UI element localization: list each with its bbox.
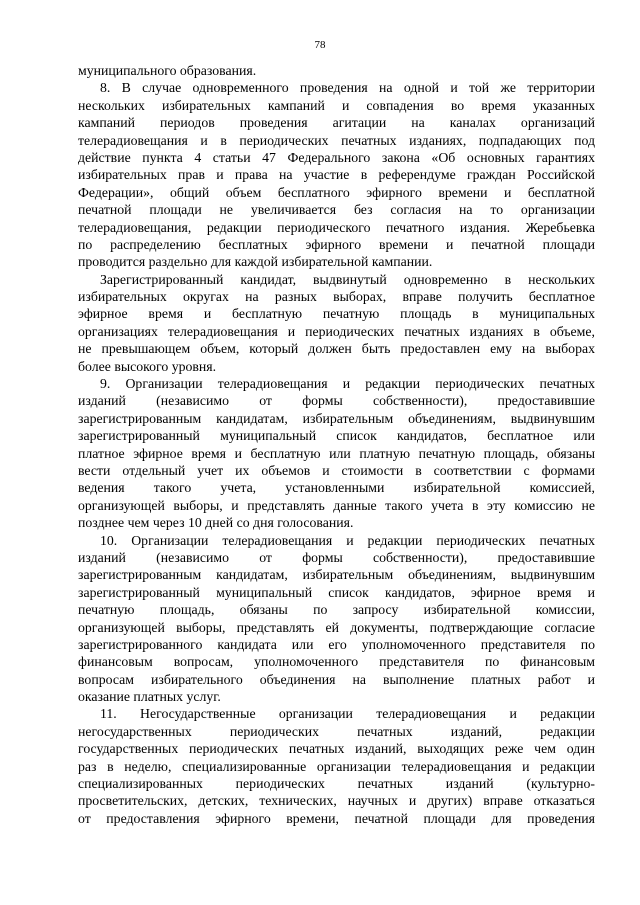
text-line: организациях телерадиовещания и периодических печатных изданиях в объеме, — [78, 323, 595, 339]
text-line: печатную площадь, обязаны по запросу избирательной комиссии, — [78, 602, 595, 618]
text-line: телерадиовещания, редакции периодического печатного издания. Жеребьевка — [78, 219, 595, 235]
text-line: специализированных периодических печатных изданий (культурно- — [78, 776, 595, 792]
text-line: вести отдельный учет их объемов и стоимости в соответствии с формами — [78, 462, 595, 478]
text-line: негосударственных периодических печатных изданий, редакции — [78, 723, 595, 739]
text-line: платное эфирное время и бесплатную или платную печатную площадь, обязаны — [78, 445, 595, 461]
text-line: кампаний периодов проведения агитации на каналах организаций — [78, 115, 595, 131]
text-line: организующей выборы, представлять ей документы, подтверждающие согласие — [78, 619, 595, 635]
text-line: вопросам избирательного объединения на выполнение платных работ и — [78, 671, 595, 687]
text-line: избирательных прав и права на участие в референдуме граждан Российской — [78, 167, 595, 183]
text-line: раз в неделю, специализированные организации телерадиовещания и редакции — [78, 758, 595, 774]
text-line: позднее чем через 10 дней со дня голосования. — [78, 515, 354, 531]
text-line: по распределению бесплатных эфирного времени и печатной площади — [78, 236, 595, 252]
text-line: от предоставления эфирного времени, печатной площади для проведения — [78, 810, 595, 826]
text-line: действие пункта 4 статьи 47 Федерального закона «Об основных гарантиях — [78, 149, 595, 165]
text-line: просветительских, детских, технических, научных и других) вправе отказаться — [78, 793, 595, 809]
text-line: зарегистрированным кандидатам, избирательным объединениям, выдвинувшим — [78, 410, 595, 426]
text-line: 10. Организации телерадиовещания и редакции периодических печатных — [100, 532, 595, 548]
text-line: изданий (независимо от формы собственности), предоставившие — [78, 393, 595, 409]
text-line: печатной площади не увеличивается без согласия на то организации — [78, 202, 595, 218]
text-line: проводится раздельно для каждой избирательной кампании. — [78, 254, 433, 270]
text-line: нескольких избирательных кампаний и совпадения во время указанных — [78, 97, 595, 113]
text-line: муниципального образования. — [78, 63, 257, 78]
document-body — [78, 62, 595, 827]
text-line: оказание платных услуг. — [78, 689, 221, 705]
text-line: организующей выборы, и представлять данные такого учета в эту комиссию не — [78, 497, 595, 513]
text-line: изданий (независимо от формы собственности), предоставившие — [78, 549, 595, 565]
text-line: телерадиовещания и в периодических печатных изданиях, подпадающих под — [78, 132, 595, 148]
text-line: зарегистрированным кандидатам, избирательным объединениям, выдвинувшим — [78, 567, 595, 583]
text-line: 11. Негосударственные организации телерадиовещания и редакции — [100, 706, 595, 722]
text-line: ведения такого учета, установленными избирательной комиссией, — [78, 480, 595, 496]
text-line: зарегистрированного кандидата или его уполномоченного представителя по — [78, 636, 595, 652]
text-line: зарегистрированный муниципальный список кандидатов, бесплатное или — [78, 428, 595, 444]
text-line: Федерации», общий объем бесплатного эфирного времени и бесплатной — [78, 184, 595, 200]
text-line: финансовым вопросам, уполномоченного представителя по финансовым — [78, 654, 595, 670]
text-line: эфирное время и бесплатную печатную площадь в муниципальных — [78, 306, 595, 322]
text-line: не превышающем объем, который должен быть предоставлен ему на выборах — [78, 341, 595, 357]
text-line: государственных периодических печатных изданий, выходящих реже чем один — [78, 741, 595, 757]
text-line: 8. В случае одновременного проведения на одной и той же территории — [100, 80, 595, 96]
text-line: избирательных округах на разных выборах, вправе получить бесплатное — [78, 289, 595, 305]
text-line: Зарегистрированный кандидат, выдвинутый одновременно в нескольких — [100, 271, 595, 287]
text-line: 9. Организации телерадиовещания и редакции периодических печатных — [100, 376, 595, 392]
text-line: зарегистрированный муниципальный список кандидатов, эфирное время и — [78, 584, 595, 600]
page-number: 78 — [314, 39, 326, 51]
text-line: более высокого уровня. — [78, 358, 217, 374]
